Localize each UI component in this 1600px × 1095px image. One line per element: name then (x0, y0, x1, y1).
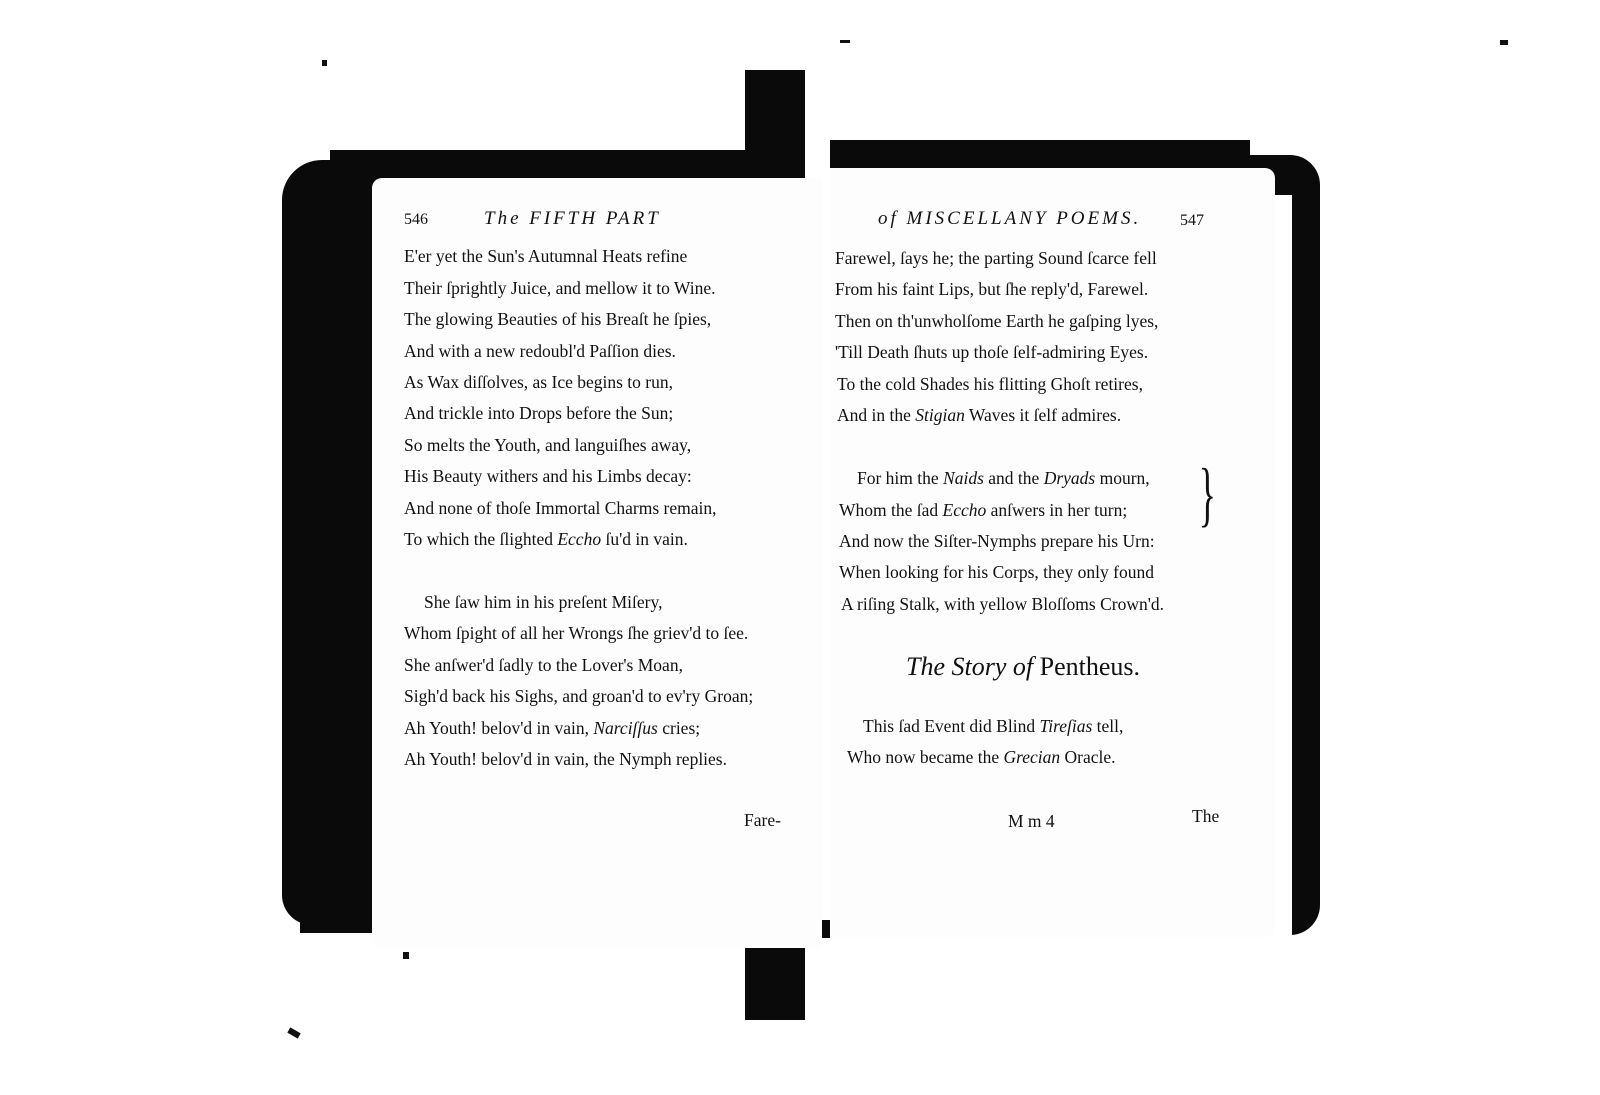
page-number: 547 (1180, 212, 1204, 229)
name-eccho: Eccho (942, 500, 987, 520)
verse-text: Who now became the (847, 747, 1004, 767)
catchword: Fare- (744, 810, 781, 830)
catchword: The (1192, 806, 1220, 826)
verse-text: and the (983, 468, 1044, 488)
verse-line (404, 718, 700, 739)
verse-line: 'Till Death ſhuts up thoſe ſelf-admiring Eyes. (835, 342, 1149, 362)
page-number: 546 (404, 211, 428, 228)
verse-line: She ſaw him in his preſent Miſery, (424, 592, 663, 612)
verse-text: ſu'd in vain. (601, 529, 688, 549)
name-stigian: Stigian (915, 405, 965, 425)
verse-line: And with a new redoubl'd Paſſion dies. (404, 341, 676, 361)
verse-line: To the cold Shades his flitting Ghoſt retires, (837, 374, 1143, 394)
verse-line: E'er yet the Sun's Autumnal Heats refine (404, 246, 688, 266)
signature-mark: M m 4 (1008, 811, 1055, 831)
verse-text: Whom the ſad (839, 500, 943, 520)
verse-text: cries; (657, 718, 701, 738)
speck (403, 952, 409, 959)
verse-line: Their ſprightly Juice, and mellow it to Wine. (404, 278, 716, 298)
verse-text: To which the ſlighted (404, 529, 558, 549)
verse-line: A riſing Stalk, with yellow Bloſſoms Crown'd. (841, 594, 1165, 614)
verse-line: And now the Siſter-Nymphs prepare his Urn: (839, 531, 1155, 551)
verse-line: From his faint Lips, but ſhe reply'd, Farewel. (835, 279, 1149, 299)
title-prefix: The Story of (906, 652, 1034, 681)
verse-line: The glowing Beauties of his Breaſt he ſpies, (404, 309, 712, 329)
running-head: of MISCELLANY POEMS. (878, 208, 1142, 229)
name-grecian: Grecian (1003, 747, 1061, 767)
name-eccho: Eccho (557, 529, 602, 549)
triplet-brace: } (1198, 454, 1216, 534)
verse-line (863, 716, 1123, 737)
verse-line: Sigh'd back his Sighs, and groan'd to ev'ry Groan; (404, 686, 754, 706)
verse-line: So melts the Youth, and languiſhes away, (404, 435, 692, 455)
name-tiresias: Tireſias (1039, 716, 1093, 736)
verse-text: anſwers in her turn; (986, 500, 1128, 520)
verse-text: tell, (1092, 716, 1124, 736)
verse-line: And none of thoſe Immortal Charms remain, (404, 498, 717, 518)
title-name: Pentheus. (1039, 652, 1140, 681)
verse-text: Waves it ſelf admires. (964, 405, 1122, 425)
name-narcissus: Narciſſus (593, 718, 658, 738)
verse-line (839, 500, 1127, 521)
verse-line: And trickle into Drops before the Sun; (404, 403, 674, 423)
story-title (906, 652, 1140, 682)
verse-text: This ſad Event did Blind (863, 716, 1040, 736)
verse-line: His Beauty withers and his Limbs decay: (404, 466, 692, 486)
verse-line: When looking for his Corps, they only found (839, 562, 1154, 582)
verse-text: For him the (857, 468, 944, 488)
verse-line: Whom ſpight of all her Wrongs ſhe griev'd to ſee. (404, 623, 749, 643)
verse-line: Then on th'unwholſome Earth he gaſping lyes, (835, 311, 1159, 331)
verse-text: mourn, (1095, 468, 1150, 488)
speck (322, 60, 327, 66)
speck (1500, 40, 1508, 45)
running-head: The FIFTH PART (484, 208, 661, 229)
verse-text: Oracle. (1060, 747, 1116, 767)
verse-text: And in the (837, 405, 916, 425)
verse-line: She anſwer'd ſadly to the Lover's Moan, (404, 655, 683, 675)
verse-line (847, 747, 1116, 768)
left-page (372, 178, 822, 948)
verse-line: Farewel, ſays he; the parting Sound ſcarce fell (835, 248, 1157, 268)
verse-line (837, 405, 1121, 426)
name-naids: Naids (943, 468, 984, 488)
verse-line: As Wax diſſolves, as Ice begins to run, (404, 372, 673, 392)
right-page (830, 168, 1275, 938)
verse-line (857, 468, 1150, 489)
speck (840, 40, 850, 43)
verse-text: Ah Youth! belov'd in vain, (404, 718, 594, 738)
name-dryads: Dryads (1043, 468, 1096, 488)
spine-top (745, 70, 805, 190)
verse-line: Ah Youth! belov'd in vain, the Nymph replies. (404, 749, 727, 769)
speck (287, 1027, 300, 1038)
verse-line (404, 529, 688, 550)
